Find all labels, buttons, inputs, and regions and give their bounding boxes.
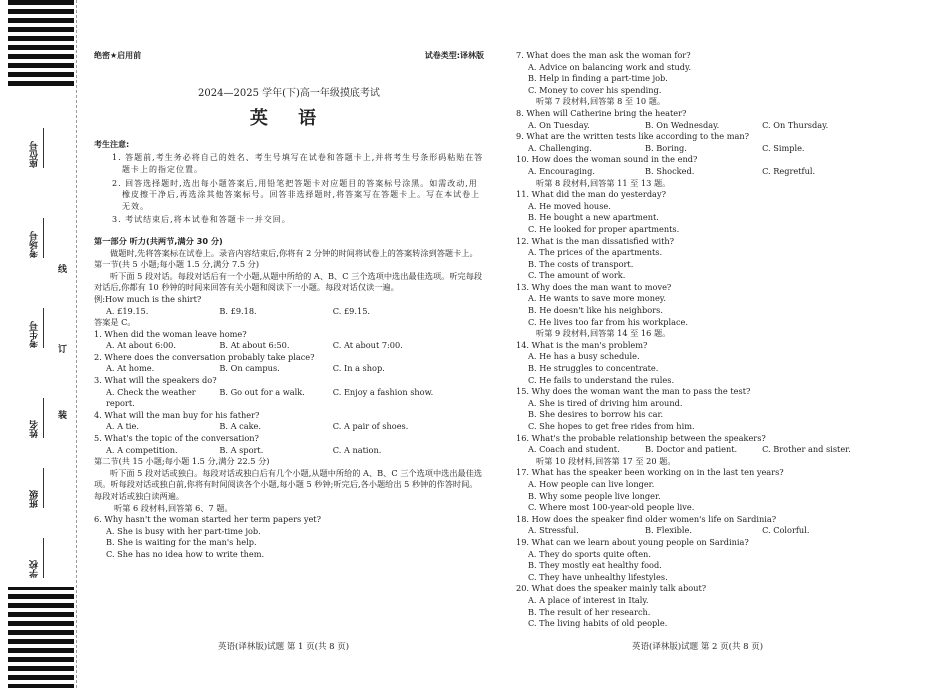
option: A. At about 6:00. [106,340,176,351]
option: B. She is waiting for the man's help. [106,537,257,548]
option: C. The amount of work. [528,270,626,281]
notice-item: 2. 回答选择题时,选出每小题答案后,用铅笔把答题卡对应题目的答案标号涂黑。如需改动,用橡皮擦干净后,再选涂其他答案标号。回答非选择题时,将答案写在答题卡上。写在本试卷上无效。 [112,178,481,211]
option: A. He wants to save more money. [528,293,666,304]
option: C. He fails to understand the rules. [528,374,675,385]
option: A. On Tuesday. [528,119,590,130]
question: 13. Why does the man want to move? [516,281,672,292]
option-row [516,166,836,178]
option: C. She has no idea how to write them. [106,548,265,559]
side-label: 考场号 [30,231,40,258]
option: C. Money to cover his spending. [528,84,662,95]
student-info-strip [14,88,58,588]
section-intro: 听下面 5 段对话。每段对话后有一个小题,从题中所给的 A、B、C 三个选项中选出最佳选项。听完每段对话后,你都有 10 秒钟的时间来回答有关小题和阅读下一小题。每段对话仅读一遍。 [94,270,483,293]
option: B. At about 6:50. [219,340,290,351]
page-1-column [94,50,484,561]
option: B. They mostly eat healthy food. [528,560,662,571]
option: B. He bought a new apartment. [528,212,659,223]
material-note: 听第 7 段材料,回答第 8 至 10 题。 [536,96,666,107]
question: 9. What are the written tests like according to the man? [516,131,750,142]
question: 2. Where does the conversation probably take place? [94,351,315,362]
question: 6. Why hasn't the woman started her term papers yet? [94,514,321,525]
seal-char: 线 [58,265,68,275]
question: 17. What has the speaker been working on in the last ten years? [516,467,784,478]
section-intro: 听下面 5 段对话或独白。每段对话或独白后有几个小题,从题中所给的 A、B、C 三个选项中选出最佳选项。听每段对话或独白前,你将有时间阅读各个小题,每小题 5 秒钟;听完后,各小题给出 5 秒钟的作答时间。每段对话或独白读两遍。 [94,467,483,501]
option-row [516,143,836,155]
question: 15. Why does the woman want the man to pass the test? [516,386,751,397]
option: C. They have unhealthy lifestyles. [528,571,668,582]
option: A. She is busy with her part-time job. [106,525,261,536]
material-note: 听第 8 段材料,回答第 11 至 13 题。 [536,177,671,188]
notice-title: 考生注意: [94,139,130,149]
option: C. In a shop. [332,363,385,374]
paper-type-label: 试卷类型:译林版 [424,51,484,60]
option: A. £19.15. [106,305,149,316]
option: A. Check the weather report. [106,386,196,409]
option: A. A place of interest in Italy. [528,594,649,605]
option: B. Boring. [645,142,687,153]
option: C. Simple. [762,142,805,153]
part-title: 第一部分 听力(共两节,满分 30 分) [94,235,223,246]
option: C. Enjoy a fashion show. [332,386,434,397]
option: A. Stressful. [528,525,579,536]
option: C. At about 7:00. [332,340,403,351]
question: 4. What will the man buy for his father? [94,409,260,420]
option: B. Doctor and patient. [645,444,738,455]
question: 18. How does the speaker find older women's life on Sardinia? [516,513,777,524]
question: 8. When will Catherine bring the heater? [516,107,687,118]
question: 7. What does the man ask the woman for? [516,50,691,60]
option: B. Flexible. [645,525,692,536]
option: A. Encouraging. [528,165,595,176]
notice-item: 3. 考试结束后,将本试卷和答题卡一并交回。 [112,215,291,225]
option-row [516,444,851,456]
page-2-column [516,50,851,630]
option: C. Brother and sister. [762,444,851,455]
option: C. On Thursday. [762,119,829,130]
option-row [516,120,836,132]
option: B. The costs of transport. [528,258,634,269]
option: C. He lives too far from his workplace. [528,316,688,327]
material-note: 听第 6 段材料,回答第 6、7 题。 [114,502,233,513]
notice-item: 1. 答题前,考生务必将自己的姓名、考生号填写在试卷和答题卡上,并将考生号条形码粘贴在答题卡上的指定位置。 [112,153,484,174]
option: B. He struggles to concentrate. [528,363,659,374]
question: 3. What will the speakers do? [94,375,217,386]
material-note: 听第 10 段材料,回答第 17 至 20 题。 [536,455,676,466]
binding-line [76,0,77,688]
option: B. The result of her research. [528,606,651,617]
exam-title: 2024—2025 学年(下)高一年级摸底考试 [198,87,380,99]
option-row [94,445,484,457]
example-options [94,306,484,318]
side-label: 班级 [30,490,40,508]
option: A. The prices of the apartments. [528,247,663,258]
page-header [94,50,484,62]
side-label: 姓名 [30,420,40,438]
material-note: 听第 9 段材料,回答第 14 至 16 题。 [536,328,671,339]
part-intro: 做题时,先将答案标在试卷上。录音内容结束后,你将有 2 分钟的时间将试卷上的答案转涂到答题卡上。 [110,247,478,258]
question: 10. How does the woman sound in the end? [516,154,698,165]
question: 14. What is the man's problem? [516,339,648,350]
option: B. Go out for a walk. [219,386,305,397]
seal-char: 装 [58,411,68,421]
option: A. He moved house. [528,200,611,211]
subject-title: 英 语 [249,108,329,130]
option: B. On Wednesday. [645,119,720,130]
question: 16. What's the probable relationship between the speakers? [516,432,766,443]
option: A. A competition. [106,444,178,455]
option-row [94,387,484,410]
question: 11. What did the man do yesterday? [516,189,666,200]
option: A. At home. [106,363,155,374]
option: C. A pair of shoes. [332,421,409,432]
question: 19. What can we learn about young people on Sardinia? [516,536,749,547]
option: B. Why some people live longer. [528,490,661,501]
option: C. Colorful. [762,525,810,536]
option: B. Shocked. [645,165,695,176]
option: B. A sport. [219,444,264,455]
option: B. He doesn't like his neighbors. [528,305,663,316]
side-label: 座位号 [30,141,40,168]
option: B. On campus. [219,363,280,374]
option: A. She is tired of driving him around. [528,397,683,408]
option: B. Help in finding a part-time job. [528,73,668,84]
option: C. The living habits of old people. [528,618,668,629]
side-label: 学校 [30,560,40,578]
option: A. They do sports quite often. [528,548,651,559]
option: A. Advice on balancing work and study. [528,61,692,72]
option: C. Regretful. [762,165,816,176]
option: C. He looked for proper apartments. [528,223,680,234]
option: B. A cake. [219,421,262,432]
example-answer: 答案是 C。 [94,317,136,328]
question: 5. What's the topic of the conversation? [94,433,259,444]
option-row [94,421,484,433]
option: C. £9.15. [332,305,371,316]
option: C. She hopes to get free rides from him. [528,421,695,431]
example-question: 例:How much is the shirt? [94,293,202,304]
section-title: 第二节(共 15 小题;每小题 1.5 分,满分 22.5 分) [94,456,270,467]
option: B. She desires to borrow his car. [528,409,664,420]
question: 20. What does the speaker mainly talk about? [516,583,707,594]
option: B. £9.18. [219,305,257,316]
option: C. A nation. [332,444,382,455]
option: A. Coach and student. [528,444,620,455]
option-row [94,340,484,352]
question: 1. When did the woman leave home? [94,328,247,339]
question: 12. What is the man dissatisfied with? [516,235,675,246]
side-label: 考生号 [30,321,40,348]
option-row [94,363,484,375]
section-title: 第一节(共 5 小题;每小题 1.5 分,满分 7.5 分) [94,259,260,270]
page-footer: 英语(译林版)试题 第 1 页(共 8 页) [218,642,350,652]
option: A. He has a busy schedule. [528,351,640,362]
confidential-label: 绝密★启用前 [94,51,142,60]
option-row [516,525,836,537]
option: A. A tie. [106,421,139,432]
option: C. Where most 100-year-old people live. [528,502,695,513]
option: A. How people can live longer. [528,478,655,489]
page-footer: 英语(译林版)试题 第 2 页(共 8 页) [632,642,764,652]
seal-char: 订 [58,345,68,355]
option: A. Challenging. [528,142,592,153]
